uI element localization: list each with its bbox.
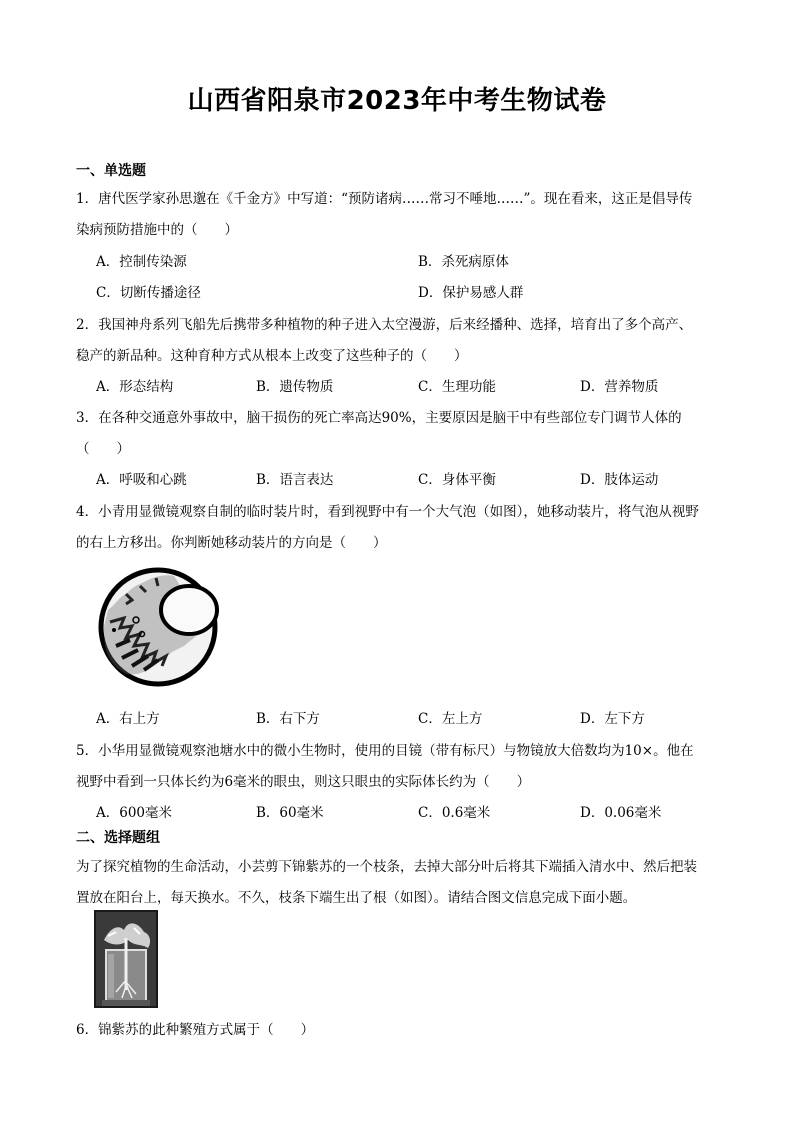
q2-option-a: A．形态结构 <box>96 379 174 395</box>
q5-option-a: A．600毫米 <box>96 805 173 821</box>
q3-option-d: D．肢体运动 <box>580 472 659 488</box>
question-6-text: 6．锦紫苏的此种繁殖方式属于（ ） <box>76 1022 315 1038</box>
q5-option-d: D．0.06毫米 <box>580 805 662 821</box>
section-heading-single-choice: 一、单选题 <box>76 163 146 179</box>
question-5-text: 5．小华用显微镜观察池塘水中的微小生物时，使用的目镜（带有标尺）与物镜放大倍数均为10×。他在 <box>76 743 694 759</box>
question-1-text-cont: 染病预防措施中的（ ） <box>76 222 238 238</box>
question-2-text-cont: 稳产的新品种。这种育种方式从根本上改变了这些种子的（ ） <box>76 348 468 364</box>
q4-option-b: B．右下方 <box>256 711 320 727</box>
q4-option-a: A．右上方 <box>96 711 160 727</box>
q3-option-c: C．身体平衡 <box>418 472 496 488</box>
question-2-text: 2．我国神舟系列飞船先后携带多种植物的种子进入太空漫游，后来经播种、选择，培育出了多个高产、 <box>76 317 693 333</box>
question-4-text: 4．小青用显微镜观察自制的临时装片时，看到视野中有一个大气泡（如图），她移动装片，将气泡从视野 <box>76 504 699 520</box>
group-intro-text-cont: 置放在阳台上，每天换水。不久，枝条下端生出了根（如图）。请结合图文信息完成下面小题。 <box>76 890 637 906</box>
q1-option-d: D．保护易感人群 <box>418 285 524 301</box>
microscope-field-figure <box>96 566 222 688</box>
q4-option-d: D．左下方 <box>580 711 645 727</box>
question-1-text: 1．唐代医学家孙思邈在《千金方》中写道：“预防诸病……常习不唾地……”。现在看来，这正是倡导传 <box>76 191 693 207</box>
question-4-text-cont: 的右上方移出。你判断她移动装片的方向是（ ） <box>76 535 387 551</box>
q1-option-b: B．杀死病原体 <box>418 254 509 270</box>
question-5-text-cont: 视野中看到一只体长约为6毫米的眼虫，则这只眼虫的实际体长约为（ ） <box>76 774 531 790</box>
q5-option-b: B．60毫米 <box>256 805 324 821</box>
q2-option-d: D．营养物质 <box>580 379 659 395</box>
section-heading-question-group: 二、选择题组 <box>76 830 160 846</box>
q1-option-c: C．切断传播途径 <box>96 285 201 301</box>
q4-option-c: C．左上方 <box>418 711 483 727</box>
cutting-in-water-photo <box>94 910 158 1008</box>
q2-option-b: B．遗传物质 <box>256 379 334 395</box>
q5-option-c: C．0.6毫米 <box>418 805 491 821</box>
q2-option-c: C．生理功能 <box>418 379 496 395</box>
q1-option-a: A．控制传染源 <box>96 254 187 270</box>
group-intro-text: 为了探究植物的生命活动，小芸剪下锦紫苏的一个枝条，去掉大部分叶后将其下端插入清水中、然后把装 <box>76 859 697 875</box>
question-3-text: 3．在各种交通意外事故中，脑干损伤的死亡率高达90%，主要原因是脑干中有些部位专门调节人体的 <box>76 410 682 426</box>
page-title: 山西省阳泉市2023年中考生物试卷 <box>187 86 607 116</box>
question-3-text-cont: （ ） <box>76 441 130 457</box>
q3-option-b: B．语言表达 <box>256 472 334 488</box>
q3-option-a: A．呼吸和心跳 <box>96 472 187 488</box>
